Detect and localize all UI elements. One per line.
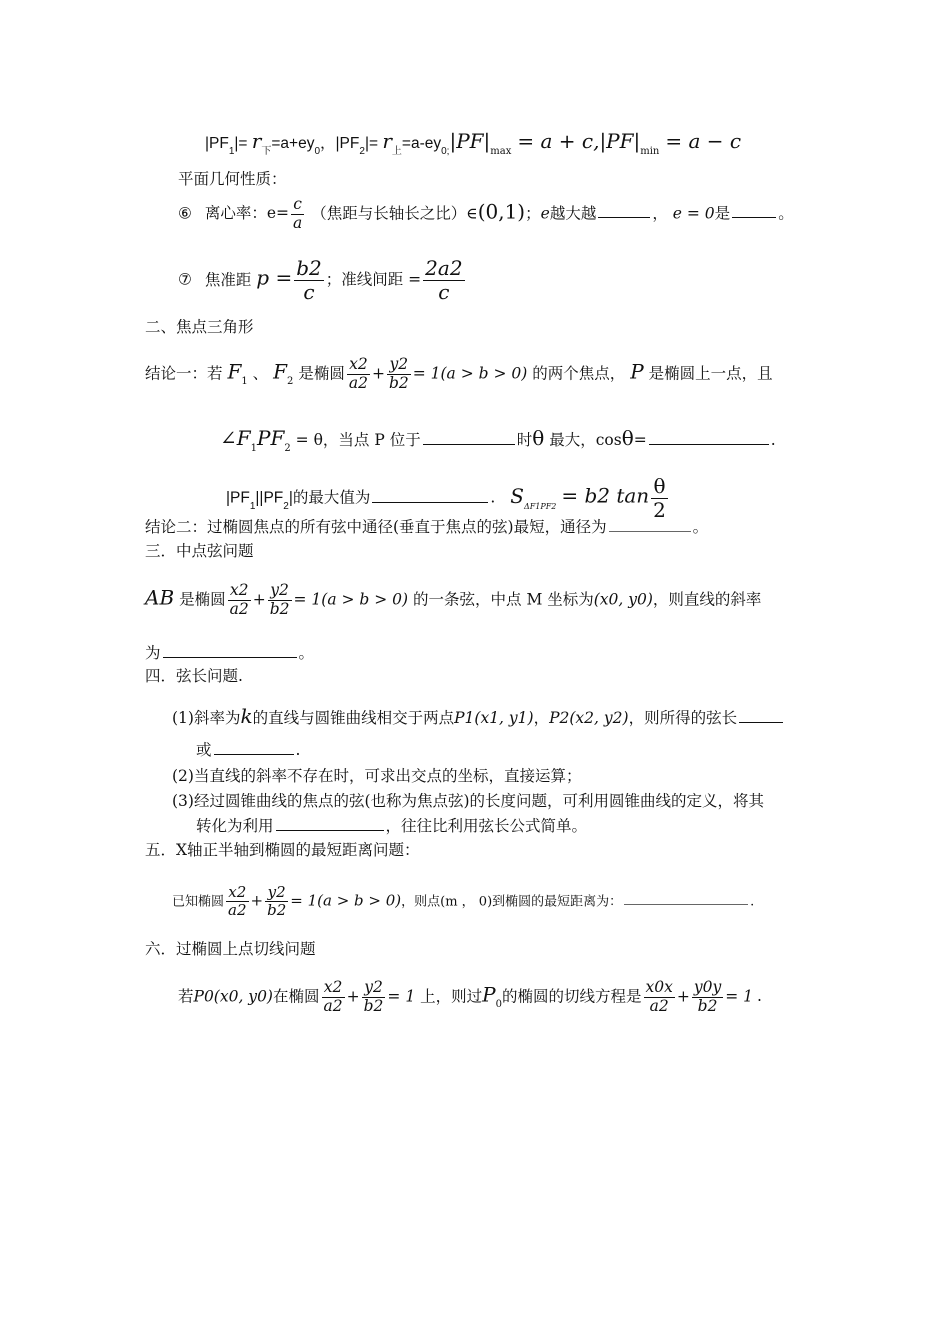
chord-item-1 [172, 706, 785, 727]
ecc-desc: （焦距与长轴长之比）∈ [311, 204, 478, 223]
angle-line [220, 426, 776, 454]
sub: 0 [314, 146, 321, 157]
blank [732, 216, 776, 218]
sub: 1 [249, 500, 256, 512]
text: = [633, 431, 647, 449]
num: y2 [268, 582, 292, 601]
text: 。 [298, 644, 315, 662]
f2: F [273, 359, 287, 384]
ellipse-eq: = 1(a > b > 0) [412, 364, 528, 383]
chord-or-line [196, 743, 300, 759]
area-eq: = b2 tan [561, 483, 650, 508]
fraction-tangent-x [644, 979, 675, 1016]
text: ，往往比利用弦长公式简单。 [385, 817, 588, 835]
text: 的一条弦，中点 M 坐标为 [413, 590, 594, 609]
text: 、 [252, 364, 269, 383]
text: 的两个焦点， [532, 364, 626, 383]
fraction-c-over-a [291, 196, 304, 233]
den: 2 [653, 498, 666, 522]
den: a2 [649, 996, 669, 1015]
p-var: P [630, 359, 644, 384]
sub: 0; [441, 146, 450, 157]
num: b2 [296, 256, 322, 280]
area-s: S [510, 483, 524, 508]
marker-7: ⑦ [178, 270, 192, 289]
section-2-heading: 二、焦点三角形 [145, 318, 254, 336]
text: ||PF [255, 489, 284, 507]
r-lower: r [251, 129, 262, 153]
plus: + [676, 987, 690, 1006]
e-zero: e = 0 [672, 204, 715, 223]
text: 时 [516, 431, 533, 449]
text: 是椭圆上一点，且 [648, 364, 773, 383]
text: 的椭圆的切线方程是 [501, 987, 642, 1006]
den: c [303, 280, 315, 304]
den: a2 [348, 373, 368, 392]
conclusion-1-line [145, 356, 773, 393]
focal-param-line [178, 257, 467, 304]
text: 或 [196, 741, 212, 759]
fraction-x2-a2 [322, 979, 345, 1016]
fraction-x2-a2 [228, 582, 251, 619]
text: ， [533, 709, 550, 727]
eccentricity-line [178, 196, 794, 233]
chord-item-2: (2)当直线的斜率不存在时，可求出交点的坐标，直接运算； [172, 767, 582, 785]
text: ，当点 P 位于 [322, 431, 421, 449]
text: 在椭圆 [272, 987, 320, 1006]
fraction-2a2-over-c [423, 257, 464, 304]
fraction-x2-a2 [347, 356, 370, 393]
den: b2 [363, 996, 384, 1015]
tangent-eq: = 1 [725, 987, 754, 1006]
text: ，则直线的斜率 [652, 590, 762, 609]
text: 越大越 [549, 204, 597, 223]
section-6-heading: 六．过椭圆上点切线问题 [145, 940, 316, 958]
text: ，则所得的弦长 [628, 709, 738, 727]
p0: P0(x0, y0) [193, 987, 273, 1006]
num: θ [651, 475, 668, 499]
text: (1)斜率为 [172, 709, 241, 727]
text: 的直线与圆锥曲线相交于两点 [252, 709, 455, 727]
den: a [293, 213, 303, 232]
sub: 下 [261, 146, 272, 157]
blank [163, 656, 297, 658]
text: ， [652, 204, 668, 223]
num: c [291, 196, 304, 215]
sub: 1 [228, 146, 235, 157]
num: x0x [645, 978, 673, 996]
section-5-heading: 五．X轴正半轴到椭圆的最短距离问题： [145, 841, 420, 859]
midchord-line [145, 582, 761, 619]
ecc-range: (0,1) [477, 199, 526, 224]
theta: θ [621, 426, 634, 450]
den: b2 [697, 996, 718, 1015]
blank [372, 501, 488, 503]
ab: AB [145, 585, 175, 610]
plus: + [252, 590, 266, 609]
p-eq: p = [256, 265, 293, 290]
e-var: e [540, 204, 550, 223]
text: 最大，cos [549, 431, 622, 449]
r-upper: r [382, 129, 392, 153]
num: y2 [387, 356, 411, 375]
num: x2 [226, 884, 249, 902]
blank [649, 443, 769, 445]
section-3-heading: 三．中点弦问题 [145, 542, 254, 560]
fraction-y2-b2 [362, 979, 386, 1016]
sub: 1 [250, 443, 258, 454]
num: 2a2 [425, 256, 463, 280]
midpoint-coord: (x0, y0) [593, 590, 653, 609]
blank [609, 530, 691, 532]
num: y2 [265, 884, 288, 902]
text: . [757, 987, 762, 1006]
min-value: = a − c [665, 129, 742, 153]
marker-6: ⑥ [178, 204, 192, 223]
chord-item-3b [196, 819, 587, 835]
text: 上，则过 [420, 987, 483, 1006]
sub: 2 [283, 500, 289, 512]
num: y0y [693, 978, 722, 996]
text: . [750, 894, 755, 910]
blank [624, 903, 748, 905]
plane-props-heading: 平面几何性质： [178, 170, 287, 188]
plus: + [346, 987, 360, 1006]
den: a2 [323, 996, 343, 1015]
plus: + [250, 891, 264, 910]
num: x2 [228, 582, 251, 601]
fraction-y2-b2 [387, 356, 411, 393]
den: a2 [228, 901, 247, 920]
midchord-line-2 [145, 646, 314, 662]
ecc-label: 离心率：e= [204, 204, 290, 223]
focal-radius-line [205, 129, 742, 157]
min-sub: min [640, 146, 660, 157]
text: 是椭圆 [179, 590, 226, 609]
eq: = θ [295, 431, 323, 449]
p1: P1(x1, y1) [454, 709, 534, 727]
ellipse-eq: = 1(a > b > 0) [290, 891, 402, 910]
blank [423, 443, 515, 445]
plus: + [371, 364, 385, 383]
text: 结论二：过椭圆焦点的所有弦中通径(垂直于焦点的弦)最短，通径为 [145, 518, 607, 536]
num: y2 [362, 979, 386, 998]
text: 结论一：若 [145, 364, 223, 383]
text: 。 [692, 518, 709, 536]
chord-item-3: (3)经过圆锥曲线的焦点的弦(也称为焦点弦)的长度问题，可利用圆锥曲线的定义，将其 [172, 792, 765, 810]
text: 是椭圆 [298, 364, 345, 383]
sub: 2 [284, 443, 291, 454]
max-sub: max [490, 146, 512, 157]
fraction-tangent-y [692, 979, 723, 1016]
pf-min: |PF| [599, 129, 641, 153]
pf: PF [257, 426, 285, 450]
blank [214, 753, 294, 755]
ellipse-eq: = 1(a > b > 0) [293, 590, 409, 609]
num: x2 [322, 979, 345, 998]
sub: 1 [241, 376, 248, 388]
fraction-y2-b2 [268, 582, 292, 619]
p-var: P [482, 982, 496, 1007]
text: ； [525, 204, 541, 223]
text: 是 [714, 204, 731, 223]
pf2-text: ，|PF [320, 135, 360, 152]
den: b2 [269, 599, 290, 618]
ellipse-eq: = 1 [387, 987, 416, 1006]
den: b2 [267, 901, 287, 920]
pf2-value: =a-ey [401, 135, 442, 152]
den: a2 [229, 599, 249, 618]
text: ，则点(m ， 0)到椭圆的最短距离为： [401, 894, 623, 910]
text: 转化为利用 [196, 817, 274, 835]
blank [739, 721, 783, 723]
conclusion-2-line [145, 520, 708, 536]
pf-max: |PF| [449, 129, 491, 153]
text: 已知椭圆 [172, 894, 225, 910]
text: |PF [226, 489, 250, 507]
sub: 0 [495, 999, 502, 1011]
theta: θ [532, 426, 545, 450]
focal-param-label: 焦准距 [204, 270, 252, 289]
sub: 上 [391, 146, 402, 157]
sub: 2 [359, 146, 365, 157]
max-value: = a + c, [517, 129, 600, 153]
section-4-heading: 四．弦长问题. [145, 667, 243, 685]
text: . [770, 431, 776, 449]
pf1-text: |PF [205, 135, 229, 152]
tangent-line [178, 979, 762, 1016]
fraction-x2-a2 [226, 884, 249, 920]
shortest-distance-line [172, 884, 754, 920]
eq: |= [234, 135, 252, 152]
directrix-label: ；准线间距 = [325, 270, 422, 289]
p2: P2(x2, y2) [549, 709, 629, 727]
eq: |= [364, 135, 383, 152]
angle-f: ∠F [220, 426, 251, 450]
num: x2 [347, 356, 370, 375]
text: . [295, 741, 301, 759]
text: . [490, 488, 496, 507]
fraction-b2-over-c [294, 257, 324, 304]
den: b2 [388, 373, 409, 392]
blank [598, 216, 650, 218]
k-var: k [240, 704, 253, 728]
text: 为 [145, 644, 161, 662]
text: |的最大值为 [288, 489, 371, 507]
pf1-value: =a+ey [271, 135, 315, 152]
product-line [226, 475, 670, 522]
fraction-y2-b2 [265, 884, 288, 920]
text: 若 [178, 987, 194, 1006]
sub: ΔF1PF2 [523, 501, 557, 511]
text: 。 [778, 204, 794, 223]
fraction-theta-2 [651, 475, 668, 522]
f1: F [227, 359, 242, 384]
den: c [438, 280, 450, 304]
blank [276, 829, 384, 831]
sub: 2 [287, 376, 294, 388]
